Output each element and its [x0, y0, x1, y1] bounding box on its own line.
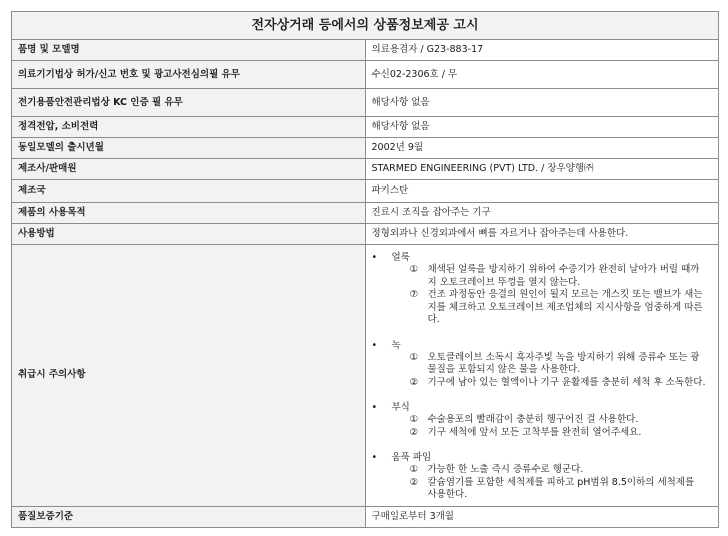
row-value-product-name: 의료용겸자 / G23-883-17	[365, 40, 719, 61]
row-value-usage: 정형외과나 신경외과에서 뼈를 자르거나 잡아주는데 사용한다.	[365, 224, 719, 245]
row-label-purpose: 제품의 사용목적	[12, 203, 366, 224]
care-step	[372, 464, 713, 477]
care-step	[372, 414, 713, 427]
step-text: 건조 과정동안 응결의 원인이 될지 모르는 개스킷 또는 밸브가 새는지를 체크하고 오토크레이브 제조업체의 지시사항을 엄중하게 따른다.	[427, 289, 703, 325]
step-text: 채색된 얼룩을 방지하기 위하여 수증기가 완전히 날아가 버릴 때까지 오토크레이브 뚜껑을 열지 않는다.	[427, 264, 700, 288]
care-step	[372, 264, 713, 289]
care-step	[372, 477, 713, 502]
row-value-release-date: 2002년 9월	[365, 138, 719, 159]
row-value-manufacturer: STARMED ENGINEERING (PVT) LTD. / 장우양행㈜	[365, 159, 719, 180]
care-section-corrosion	[372, 401, 713, 439]
row-label-release-date: 동일모델의 출시년월	[12, 138, 366, 159]
row-value-approval-number: 수신02-2306호 / 무	[365, 61, 719, 89]
row-label-approval-number: 의료기기법상 허가/신고 번호 및 광고사전심의필 유무	[12, 61, 366, 89]
care-section-title: 얼룩	[391, 252, 410, 263]
step-text: 칼슘염기를 포함한 세척제를 피하고 pH범위 8.5이하의 세척제를 사용한다.	[427, 476, 695, 500]
care-step	[372, 377, 713, 390]
step-number: ①	[409, 414, 419, 425]
care-section-title: 움푹 파임	[391, 452, 432, 463]
table-row	[12, 138, 719, 159]
table-row	[12, 61, 719, 89]
table-row	[12, 203, 719, 224]
step-number: ②	[409, 376, 419, 388]
step-number: ②	[409, 426, 419, 438]
row-label-product-name: 품명 및 모델명	[12, 40, 366, 61]
step-number: ②	[409, 476, 419, 488]
table-row	[12, 180, 719, 203]
step-number: ⑦	[409, 289, 419, 300]
row-label-warranty: 품질보증기준	[12, 506, 366, 527]
care-instructions	[365, 245, 719, 507]
bullet-icon: •	[371, 339, 378, 351]
care-section-pitting	[372, 451, 713, 502]
product-info-table	[11, 11, 719, 528]
bullet-icon: •	[371, 402, 378, 413]
row-value-country: 파키스탄	[365, 180, 719, 203]
table-row-care	[12, 245, 719, 507]
table-row	[12, 224, 719, 245]
step-number: ①	[409, 264, 419, 275]
table-row	[12, 506, 719, 527]
table-row	[12, 117, 719, 138]
row-label-care: 취급시 주의사항	[12, 245, 366, 507]
step-number: ①	[409, 464, 419, 475]
care-step	[372, 427, 713, 440]
care-section-title: 부식	[391, 402, 410, 413]
row-value-warranty: 구매일로부터 3개월	[365, 506, 719, 527]
row-value-rated-voltage: 해당사항 없음	[365, 117, 719, 138]
step-text: 수술용포의 빨래감이 충분히 헹구어진 걸 사용한다.	[427, 414, 639, 425]
row-label-kc-certification: 전기용품안전관리법상 KC 인증 필 유무	[12, 89, 366, 117]
bullet-icon: •	[371, 452, 378, 463]
care-section-title: 녹	[391, 339, 401, 351]
table-row	[12, 159, 719, 180]
care-section-stain	[372, 251, 713, 327]
row-label-manufacturer: 제조사/판매원	[12, 159, 366, 180]
step-text: 기구 세척에 앞서 모든 고착부를 완전히 열어주세요.	[427, 426, 642, 438]
care-step	[372, 352, 713, 377]
step-text: 오토클레이브 소독시 흑자주빛 녹을 방지하기 위해 증류수 또는 광물질을 포함되지 않은 물을 사용한다.	[427, 351, 700, 375]
row-label-rated-voltage: 정격전압, 소비전력	[12, 117, 366, 138]
step-number: ①	[409, 351, 419, 363]
row-value-purpose: 진료시 조직을 잡아주는 기구	[365, 203, 719, 224]
row-value-kc-certification: 해당사항 없음	[365, 89, 719, 117]
row-label-usage: 사용방법	[12, 224, 366, 245]
bullet-icon: •	[371, 252, 378, 263]
care-section-rust	[372, 339, 713, 390]
table-row	[12, 89, 719, 117]
row-label-country: 제조국	[12, 180, 366, 203]
table-row	[12, 40, 719, 61]
step-text: 기구에 남아 있는 혈액이나 기구 윤활제를 충분히 세척 후 소독한다.	[427, 376, 706, 388]
step-text: 가능한 한 노출 즉시 증류수로 헹군다.	[427, 464, 584, 475]
care-step	[372, 289, 713, 327]
table-title: 전자상거래 등에서의 상품정보제공 고시	[12, 12, 719, 40]
product-info-notice	[11, 11, 719, 528]
